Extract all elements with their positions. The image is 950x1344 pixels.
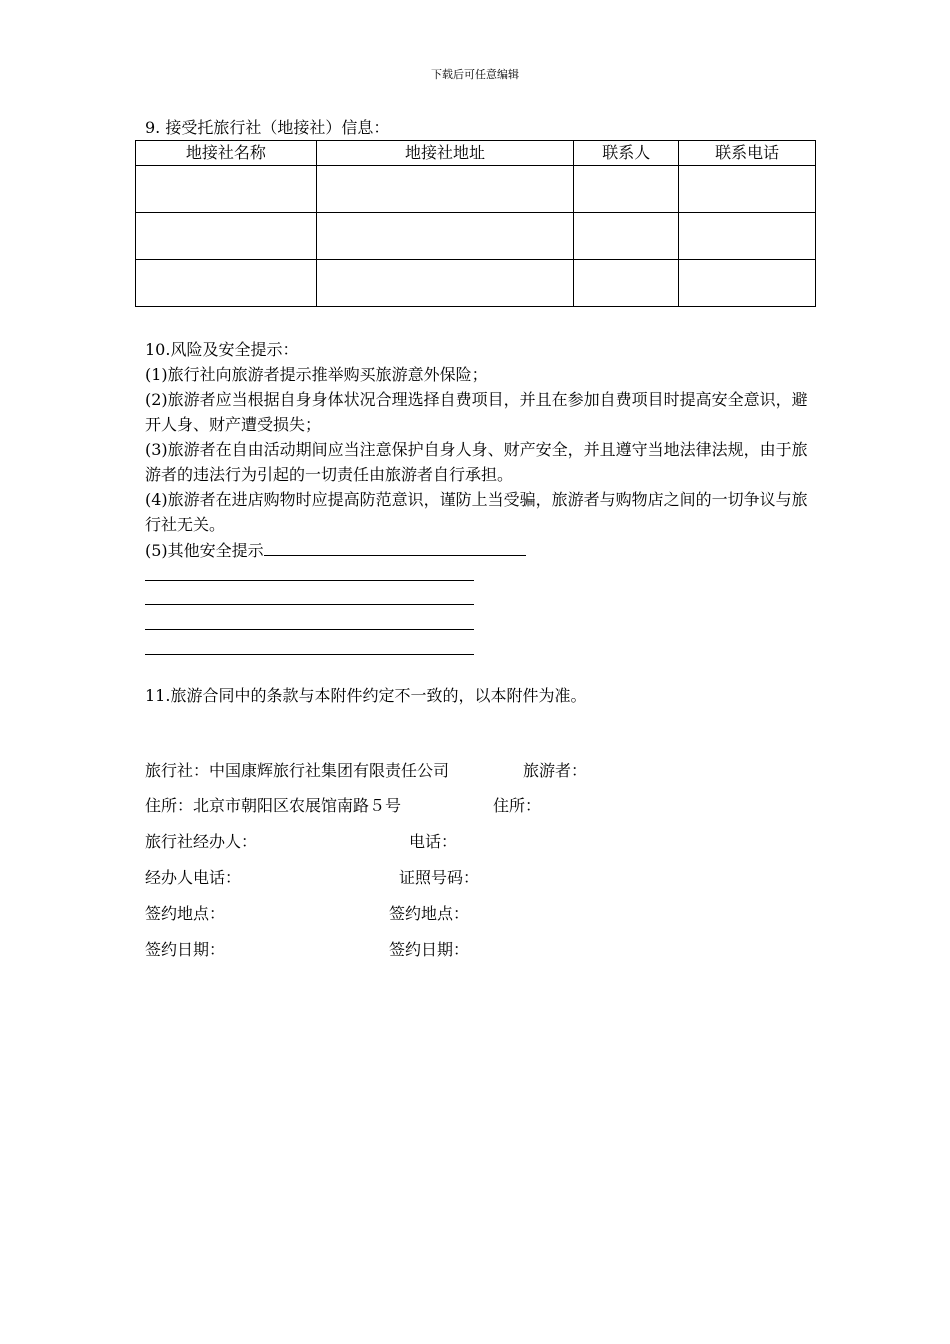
section-11-text: 11.旅游合同中的条款与本附件约定不一致的，以本附件为准。: [145, 686, 587, 705]
table-header-row: [136, 141, 816, 166]
tourist-sign-place-label: 签约地点：: [389, 904, 470, 923]
handler-phone-label: 经办人电话：: [145, 868, 242, 887]
column-header-agency-address: 地接社地址: [316, 141, 574, 166]
page-header-note: 下载后可任意编辑: [431, 68, 519, 81]
other-safety-fill-line[interactable]: [264, 537, 526, 556]
risk-item-2: (2)旅游者应当根据自身身体状况合理选择自费项目，并且在参加自费项目时提高安全意识，避开人身、财产遭受损失；: [145, 390, 808, 434]
table-cell[interactable]: [574, 260, 679, 307]
column-header-contact-phone: 联系电话: [679, 141, 816, 166]
table-cell[interactable]: [136, 166, 317, 213]
table-row: [136, 166, 816, 213]
table-cell[interactable]: [679, 213, 816, 260]
blank-fill-line[interactable]: [145, 580, 474, 581]
tourist-address-label: 住所：: [493, 796, 542, 815]
tourist-sign-date-label: 签约日期：: [389, 940, 470, 959]
agency-sign-place-label: 签约地点：: [145, 904, 226, 923]
table-cell[interactable]: [316, 260, 574, 307]
table-cell[interactable]: [136, 213, 317, 260]
agency-handler-label: 旅行社经办人：: [145, 832, 258, 851]
section-10-title: 10.风险及安全提示：: [145, 340, 299, 359]
risk-safety-section: [145, 337, 815, 563]
agency-info-table: [135, 140, 816, 307]
table-cell[interactable]: [136, 260, 317, 307]
blank-fill-line[interactable]: [145, 604, 474, 605]
column-header-contact-person: 联系人: [574, 141, 679, 166]
other-safety-label: (5)其他安全提示: [145, 541, 264, 560]
tourist-label: 旅游者：: [523, 761, 588, 780]
table-row: [136, 213, 816, 260]
section-9-title: 9. 接受托旅行社（地接社）信息：: [145, 118, 390, 137]
blank-fill-line[interactable]: [145, 654, 474, 655]
table-cell[interactable]: [316, 166, 574, 213]
column-header-agency-name: 地接社名称: [136, 141, 317, 166]
table-cell[interactable]: [679, 166, 816, 213]
risk-item-1: (1)旅行社向旅游者提示推举购买旅游意外保险；: [145, 365, 488, 384]
tourist-phone-label: 电话：: [409, 832, 458, 851]
table-cell[interactable]: [679, 260, 816, 307]
risk-item-5: [145, 537, 815, 563]
agency-name-label: 旅行社：中国康辉旅行社集团有限责任公司: [145, 761, 450, 780]
table-cell[interactable]: [574, 213, 679, 260]
agency-sign-date-label: 签约日期：: [145, 940, 226, 959]
tourist-id-label: 证照号码：: [399, 868, 480, 887]
risk-item-3: (3)旅游者在自由活动期间应当注意保护自身人身、财产安全，并且遵守当地法律法规，由于旅游者的违法行为引起的一切责任由旅游者自行承担。: [145, 440, 808, 484]
table-row: [136, 260, 816, 307]
table-cell[interactable]: [316, 213, 574, 260]
agency-address-label: 住所：北京市朝阳区农展馆南路５号: [145, 796, 402, 815]
blank-fill-line[interactable]: [145, 629, 474, 630]
risk-item-4: (4)旅游者在进店购物时应提高防范意识，谨防上当受骗，旅游者与购物店之间的一切争议与旅行社无关。: [145, 490, 808, 534]
table-cell[interactable]: [574, 166, 679, 213]
